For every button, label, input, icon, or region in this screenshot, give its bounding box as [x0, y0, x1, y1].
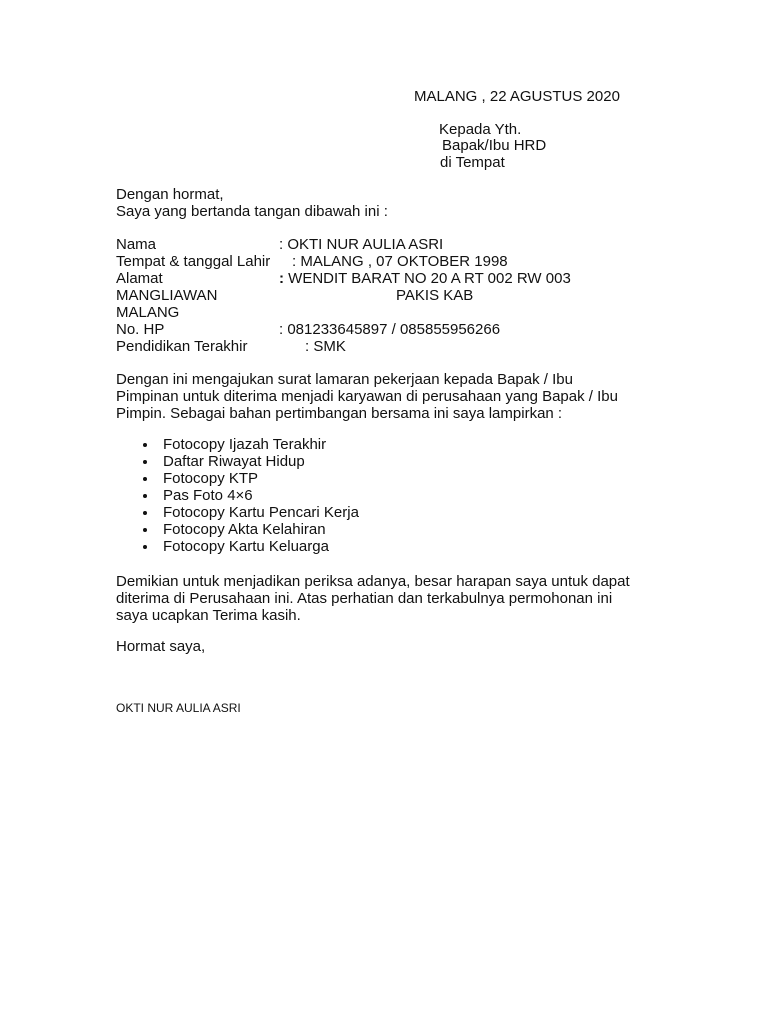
birth-label: Tempat & tanggal Lahir [116, 253, 271, 270]
list-item: Fotocopy Ijazah Terakhir [163, 436, 327, 453]
sign-off: Hormat saya, [116, 638, 206, 655]
list-item: Fotocopy Kartu Keluarga [163, 538, 329, 555]
address-line-3: MALANG [116, 304, 180, 321]
name-value: : OKTI NUR AULIA ASRI [279, 236, 444, 253]
body-line-3: Pimpin. Sebagai bahan pertimbangan bersama ini saya lampirkan : [116, 405, 563, 422]
closing-line-3: saya ucapkan Terima kasih. [116, 607, 301, 624]
signature-name: OKTI NUR AULIA ASRI [116, 701, 241, 715]
bullet-icon [143, 511, 147, 515]
bullet-icon [143, 477, 147, 481]
list-item: Fotocopy KTP [163, 470, 259, 487]
bullet-icon [143, 545, 147, 549]
address-colon: : [279, 270, 284, 287]
phone-label: No. HP [116, 321, 165, 338]
phone-value: : 081233645897 / 085855956266 [279, 321, 501, 338]
address-text: WENDIT BARAT NO 20 A RT 002 RW 003 [284, 270, 571, 287]
list-item: Fotocopy Kartu Pencari Kerja [163, 504, 359, 521]
body-line-1: Dengan ini mengajukan surat lamaran pekerjaan kepada Bapak / Ibu [116, 371, 573, 388]
education-value: : SMK [305, 338, 346, 355]
intro-line: Saya yang bertanda tangan dibawah ini : [116, 203, 388, 220]
bullet-icon [143, 528, 147, 532]
bullet-icon [143, 460, 147, 464]
greeting: Dengan hormat, [116, 186, 224, 203]
address-label: Alamat [116, 270, 163, 287]
address-value [279, 270, 571, 287]
recipient-line-1: Kepada Yth. [439, 121, 522, 138]
closing-line-2: diterima di Perusahaan ini. Atas perhatian dan terkabulnya permohonan ini [116, 590, 613, 607]
name-label: Nama [116, 236, 157, 253]
list-item: Fotocopy Akta Kelahiran [163, 521, 326, 538]
recipient-line-3: di Tempat [440, 154, 505, 171]
bullet-icon [143, 494, 147, 498]
date-line: MALANG , 22 AGUSTUS 2020 [414, 88, 620, 105]
body-line-2: Pimpinan untuk diterima menjadi karyawan di perusahaan yang Bapak / Ibu [116, 388, 618, 405]
closing-line-1: Demikian untuk menjadikan periksa adanya, besar harapan saya untuk dapat [116, 573, 630, 590]
list-item: Daftar Riwayat Hidup [163, 453, 305, 470]
recipient-line-2: Bapak/Ibu HRD [442, 137, 547, 154]
address-line-2-right: PAKIS KAB [396, 287, 474, 304]
bullet-icon [143, 443, 147, 447]
address-line-2-left: MANGLIAWAN [116, 287, 218, 304]
list-item: Pas Foto 4×6 [163, 487, 253, 504]
education-label: Pendidikan Terakhir [116, 338, 248, 355]
birth-value: : MALANG , 07 OKTOBER 1998 [292, 253, 508, 270]
